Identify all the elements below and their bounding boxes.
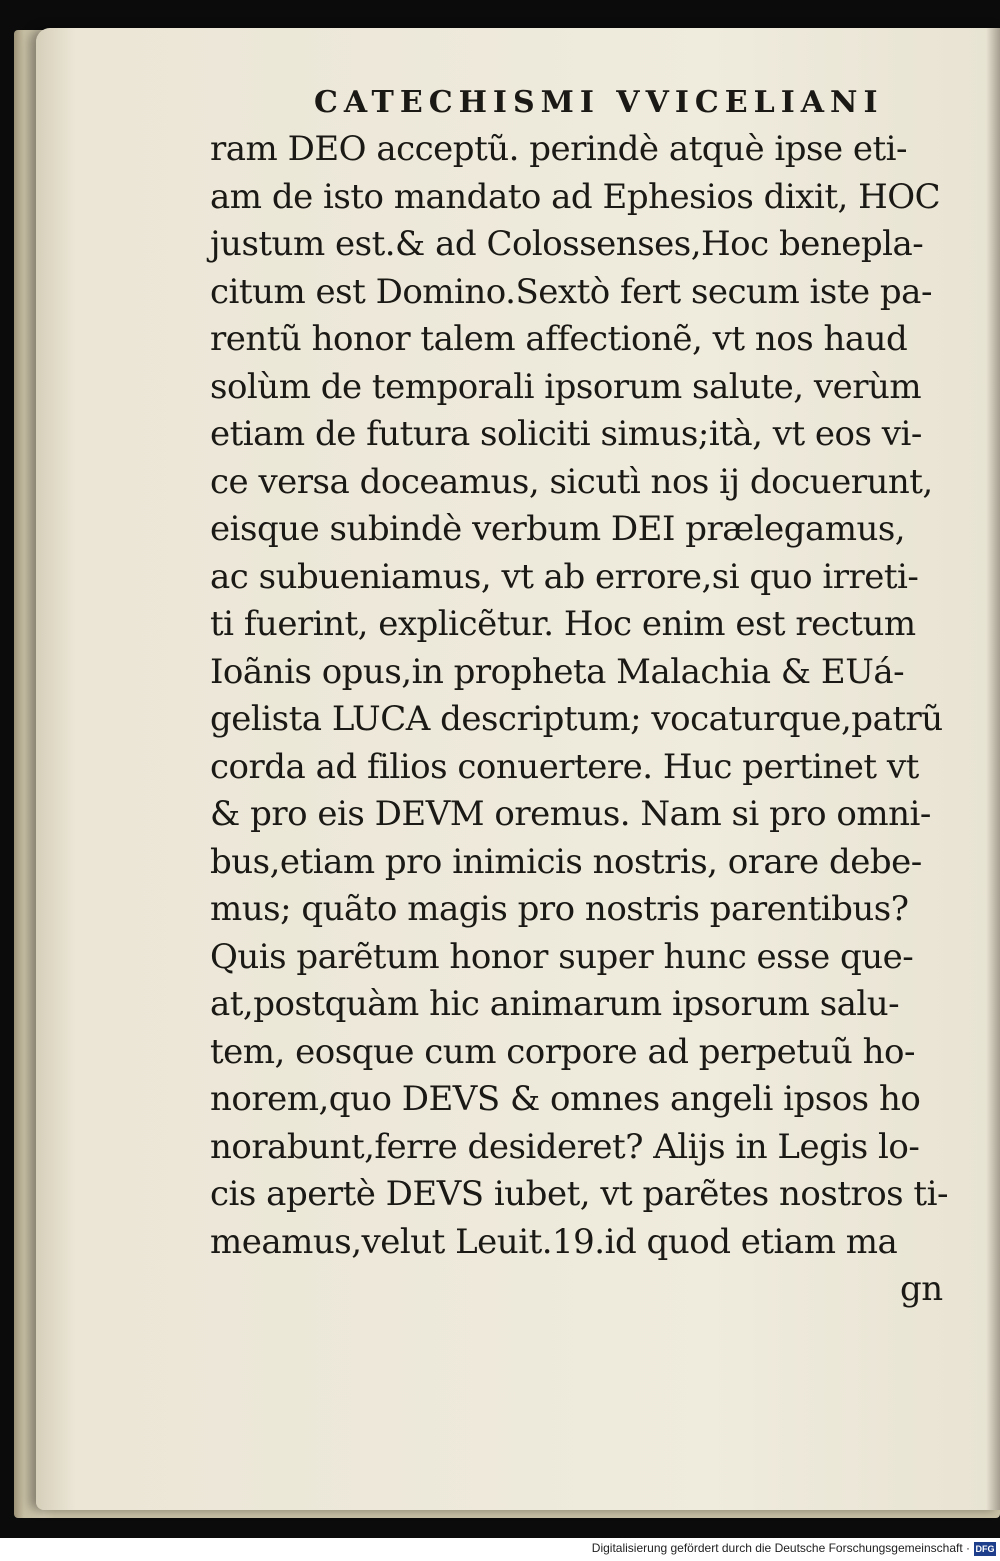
text-line-6: solùm de temporali ipsorum salute, verùm [210, 366, 922, 407]
text-line-15: & pro eis DEVM oremus. Nam si pro omni- [210, 794, 931, 834]
text-line-21: norem,quo DEVS & omnes angeli ipsos ho [210, 1079, 921, 1119]
text-line-1: ram DEO acceptũ. perindè atquè ipse eti- [210, 129, 908, 169]
text-line-20: tem, eosque cum corpore ad perpetuũ ho- [210, 1031, 915, 1072]
running-head: CATECHISMI VVICELIANI [314, 85, 884, 120]
text-line-19: at,postquàm hic animarum ipsorum salu- [210, 984, 900, 1024]
catchword: gn [900, 1269, 943, 1309]
text-line-9: eisque subindè verbum DEI prælegamus, [210, 509, 906, 549]
text-line-16: bus,etiam pro inimicis nostris, orare debe- [210, 841, 922, 882]
text-line-22: norabunt,ferre desideret? Alijs in Legis lo- [210, 1126, 920, 1167]
text-line-2: am de isto mandato ad Ephesios dixit, HOC [210, 176, 941, 217]
text-line-8: ce versa doceamus, sicutì nos ij docuerunt, [210, 461, 933, 502]
text-line-12: Ioãnis opus,in propheta Malachia & EUá- [210, 651, 905, 692]
funding-credit: Digitalisierung gefördert durch die Deutsche Forschungsgemeinschaft · [591, 1541, 970, 1555]
text-line-3: justum est.& ad Colossenses,Hoc benepla- [210, 224, 924, 264]
text-line-23: cis apertè DEVS iubet, vt parẽtes nostros ti- [210, 1174, 948, 1214]
text-line-18: Quis parẽtum honor super hunc esse que- [210, 936, 914, 977]
dfg-logo-icon: DFG [975, 1544, 995, 1554]
page-gutter-shadow [986, 28, 1000, 1510]
text-line-13: gelista LUCA descriptum; vocaturque,patrũ [210, 699, 943, 739]
text-line-24: meamus,velut Leuit.19.id quod etiam ma [210, 1221, 898, 1262]
text-block [210, 80, 970, 1314]
text-line-5: rentũ honor talem affectionẽ, vt nos haud [210, 319, 908, 359]
text-line-14: corda ad filios conuertere. Huc pertinet vt [210, 746, 919, 787]
footer-bar [0, 1538, 1000, 1561]
text-line-17: mus; quãto magis pro nostris parentibus? [210, 889, 909, 929]
text-line-11: ti fuerint, explicẽtur. Hoc enim est rectum [210, 604, 916, 644]
text-line-7: etiam de futura soliciti simus;ità, vt eos vi- [210, 414, 922, 454]
text-line-10: ac subueniamus, vt ab errore,si quo irreti- [210, 556, 919, 597]
text-line-4: citum est Domino.Sextò fert secum iste pa- [210, 271, 932, 312]
